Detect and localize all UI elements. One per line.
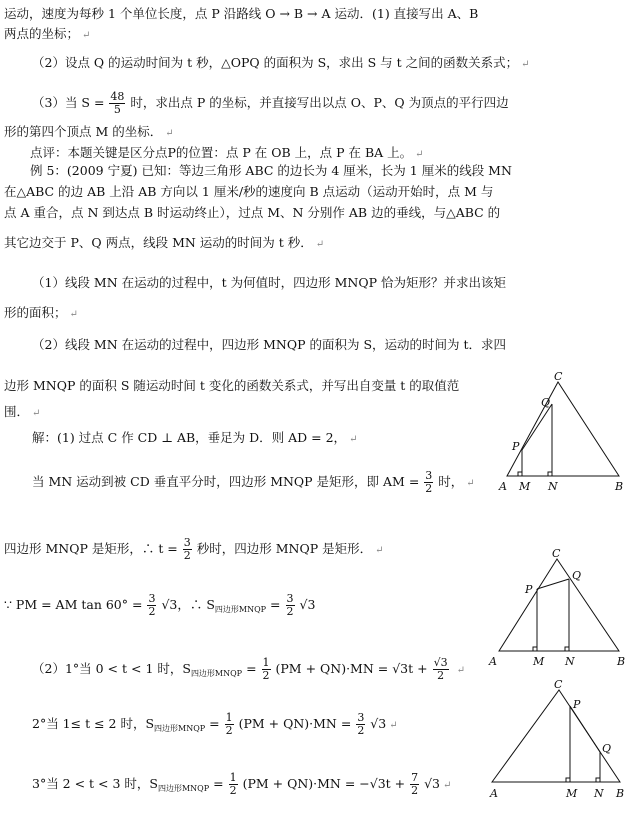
triangle-figure-1: [495, 370, 625, 495]
label-p: P: [525, 583, 533, 596]
label-a: A: [490, 787, 498, 800]
text-line: 点评：本题关键是区分点P的位置：点 P 在 OB 上，点 P 在 BA 上。 ↵: [30, 145, 424, 160]
label-c: C: [552, 547, 561, 560]
right-angle-mark: [548, 472, 552, 476]
text-line: 在△ABC 的边 AB 上沿 AB 方向以 1 厘米/秒的速度向 B 点运动（运动开始时，点 M 与: [4, 184, 494, 199]
fraction: $\frac{3}{2}$: [183, 536, 191, 562]
text-line: ∵ PM = AM tan 60° = $\frac{3}{2}$ √3，∴ $S_{四边形MNQP}$ = $\frac{3}{2}$ √3: [4, 592, 316, 618]
text-line: 例 5：(2009 宁夏) 已知：等边三角形 ABC 的边长为 4 厘米，长为 1 厘米的线段 MN: [30, 163, 512, 178]
text-line: 点 A 重合，点 N 到达点 B 时运动终止），过点 M、N 分别作 AB 边的垂线，与△ABC 的: [4, 205, 501, 220]
label-b: B: [615, 480, 624, 493]
text-line: 围． ↵: [4, 404, 41, 419]
fraction: $\frac{1}{2}$: [229, 771, 237, 797]
segment-pq: [570, 706, 600, 752]
triangle-abc: [507, 382, 619, 476]
triangle-figure-3: [482, 680, 627, 810]
text-line: 3°当 2 < t < 3 时，$S_{四边形MNQP}$ = $\frac{1}{2}$ (PM + QN)·MN = −√3t + $\frac{7}{2}$ √3 ↵: [32, 771, 452, 797]
text-line: 形的面积； ↵: [4, 305, 78, 320]
right-angle-mark: [565, 647, 569, 651]
fraction: $\frac{3}{2}$: [148, 592, 156, 618]
fraction: $\frac{48}{5}$: [110, 90, 125, 116]
label-p: P: [512, 440, 520, 453]
label-m: M: [566, 787, 578, 800]
triangle-abc: [492, 690, 620, 782]
right-angle-mark: [566, 778, 570, 782]
text-line: （1）线段 MN 在运动的过程中，t 为何值时，四边形 MNQP 恰为矩形？并求出该矩: [32, 275, 506, 290]
label-c: C: [554, 680, 563, 691]
fraction: $\frac{3}{2}$: [286, 592, 294, 618]
label-a: A: [499, 480, 507, 493]
label-q: Q: [541, 396, 551, 409]
text-line: 两点的坐标； ↵: [4, 26, 91, 41]
text-line: 当 MN 运动到被 CD 垂直平分时，四边形 MNQP 是矩形，即 AM = $\frac{3}{2}$ 时， ↵: [32, 469, 475, 495]
text-line: （2）设点 Q 的运动时间为 t 秒，△OPQ 的面积为 S，求出 S 与 t 之间的函数关系式； ↵: [32, 55, 530, 70]
fraction: $\frac{1}{2}$: [262, 656, 270, 682]
label-p: P: [573, 698, 581, 711]
label-b: B: [616, 787, 625, 800]
text-line: 解：(1) 过点 C 作 CD ⊥ AB，垂足为 D．则 AD = 2， ↵: [32, 430, 358, 445]
label-q: Q: [602, 742, 612, 755]
text-line: （2）1°当 0 < t < 1 时，$S_{四边形MNQP}$ = $\frac{1}{2}$ (PM + QN)·MN = √3t + $\frac{√3}{2}$ ↵: [32, 656, 465, 682]
text-line: （2）线段 MN 在运动的过程中，四边形 MNQP 的面积为 S，运动的时间为 t．求四: [32, 337, 507, 352]
text-line: 四边形 MNQP 是矩形，∴ t = $\frac{3}{2}$ 秒时，四边形 MNQP 是矩形． ↵: [4, 536, 384, 562]
label-b: B: [617, 655, 625, 668]
right-angle-mark: [518, 472, 522, 476]
right-angle-mark: [533, 647, 537, 651]
fraction: $\frac{3}{2}$: [425, 469, 433, 495]
label-c: C: [554, 370, 563, 383]
label-n: N: [594, 787, 604, 800]
text-line: 2°当 1≤ t ≤ 2 时，$S_{四边形MNQP}$ = $\frac{1}{2}$ (PM + QN)·MN = $\frac{3}{2}$ √3 ↵: [32, 711, 398, 737]
label-n: N: [565, 655, 575, 668]
segment-pq: [522, 404, 552, 450]
text-line: 边形 MNQP 的面积 S 随运动时间 t 变化的函数关系式，并写出自变量 t 的取值范: [4, 378, 460, 393]
fraction: $\frac{√3}{2}$: [433, 656, 448, 682]
text-line: 其它边交于 P、Q 两点，线段 MN 运动的时间为 t 秒． ↵: [4, 235, 325, 250]
fraction: $\frac{7}{2}$: [411, 771, 419, 797]
label-q: Q: [572, 569, 582, 582]
label-m: M: [519, 480, 531, 493]
label-n: N: [548, 480, 558, 493]
label-m: M: [533, 655, 545, 668]
triangle-figure-2: [485, 545, 625, 670]
text-line: （3）当 S = $\frac{48}{5}$ 时，求出点 P 的坐标，并直接写出以点 O、P、Q 为顶点的平行四边: [32, 90, 509, 116]
text-line: 形的第四个顶点 M 的坐标． ↵: [4, 124, 174, 139]
fraction: $\frac{3}{2}$: [357, 711, 365, 737]
right-angle-mark: [596, 778, 600, 782]
fraction: $\frac{1}{2}$: [225, 711, 233, 737]
text-line: 运动，速度为每秒 1 个单位长度，点 P 沿路线 O → B → A 运动．(1) 直接写出 A、B: [4, 6, 479, 21]
triangle-abc: [499, 559, 619, 651]
label-a: A: [489, 655, 497, 668]
